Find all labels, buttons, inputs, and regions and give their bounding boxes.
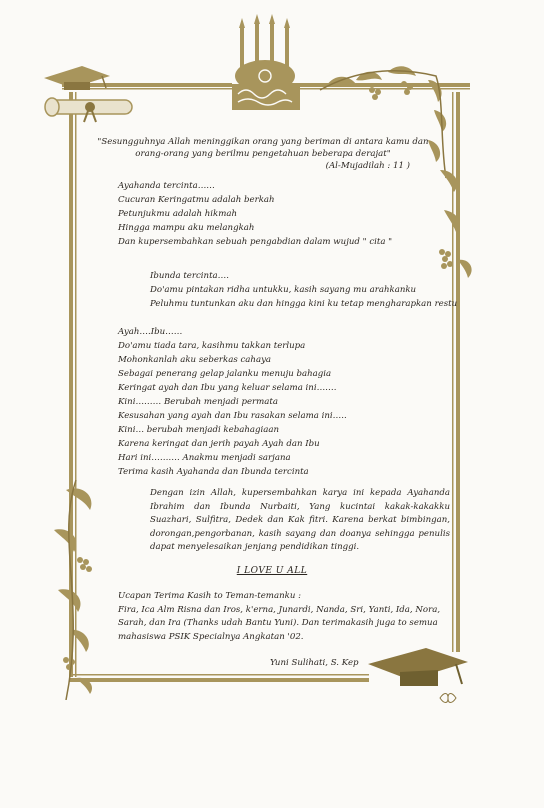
graduation-cap-icon bbox=[42, 62, 112, 92]
ayahanda-line: Dan kupersembahkan sebuah pengabdian dalam wujud " cita " bbox=[118, 237, 393, 247]
ibunda-line: Ibunda tercinta…. bbox=[150, 271, 229, 281]
love-heading: I LOVE U ALL bbox=[236, 566, 308, 576]
ibunda-line: Peluhmu tuntunkan aku dan hingga kini ku tetap mengharapkan restu bbox=[150, 299, 458, 309]
ayah-ibu-line: Kini……… Berubah menjadi permata bbox=[118, 397, 278, 407]
diploma-scroll-icon bbox=[42, 90, 138, 126]
signature: Yuni Sulihati, S. Kep bbox=[270, 658, 359, 668]
ayahanda-line: Cucuran Keringatmu adalah berkah bbox=[118, 195, 275, 205]
ayah-ibu-line: Kini… berubah menjadi kebahagiaan bbox=[118, 425, 280, 435]
ayah-ibu-line: Do'amu tiada tara, kasihmu takkan terlupa bbox=[118, 341, 306, 351]
thanks-body: Fira, Ica Alm Risna dan Iros, k'erna, Junardi, Nanda, Sri, Yanti, Ida, Nora, Sarah, dan Ira (Thanks udah Bantu Yuni). Dan terimakasih juga to semua mahasiswa PSIK Specialnya Angkatan '02. bbox=[118, 604, 441, 642]
mosque-calligraphy-icon bbox=[226, 14, 306, 114]
ayah-ibu-line: Keringat ayah dan Ibu yang keluar selama ini……. bbox=[118, 383, 337, 393]
ayah-ibu-line: Terima kasih Ayahanda dan Ibunda tercinta bbox=[118, 467, 309, 477]
ayah-ibu-line: Ayah….Ibu…… bbox=[118, 327, 183, 337]
ayah-ibu-line: Karena keringat dan jerih payah Ayah dan Ibu bbox=[118, 439, 320, 449]
grapevine-right-icon bbox=[430, 160, 480, 290]
ayah-ibu-line: Mohonkanlah aku seberkas cahaya bbox=[118, 355, 272, 365]
ayahanda-line: Hingga mampu aku melangkah bbox=[118, 223, 255, 233]
quote-reference: (Al-Mujadilah : 11 ) bbox=[325, 161, 410, 171]
ibunda-line: Do'amu pintakan ridha untukku, kasih sayang mu arahkanku bbox=[150, 285, 417, 295]
thanks-heading: Ucapan Terima Kasih to Teman-temanku : bbox=[118, 591, 301, 601]
quran-quote: "Sesungguhnya Allah meninggikan orang yang beriman di antara kamu dan orang-orang yang berilmu pengetahuan beberapa derajat" bbox=[97, 137, 429, 159]
ayahanda-line: Ayahanda tercinta…… bbox=[118, 181, 215, 191]
ayahanda-line: Petunjukmu adalah hikmah bbox=[118, 209, 238, 219]
grapevine-left-icon bbox=[46, 480, 116, 700]
bow-icon bbox=[438, 690, 458, 706]
ayah-ibu-line: Hari ini………. Anakmu menjadi sarjana bbox=[118, 453, 291, 463]
ayah-ibu-line: Sebagai penerang gelap jalanku menuju bahagia bbox=[118, 369, 332, 379]
graduation-cap-bottom-icon bbox=[366, 646, 470, 692]
dedication-paragraph: Dengan izin Allah, kupersembahkan karya ini kepada Ayahanda Ibrahim dan Ibunda Nurbaiti, Yang kucintai kakak-kakakku Suazhari, Sulfitra, Dedek dan Kak fitri. Karena berkat bimbingan, dorongan,pengorbanan, kasih sayang dan doanya sehingga penulis dapat menyelesaikan jenjang pendidikan tinggi. bbox=[150, 488, 450, 553]
thanks-section bbox=[118, 590, 453, 644]
ayah-ibu-line: Kesusahan yang ayah dan Ibu rasakan selama ini….. bbox=[118, 411, 347, 421]
